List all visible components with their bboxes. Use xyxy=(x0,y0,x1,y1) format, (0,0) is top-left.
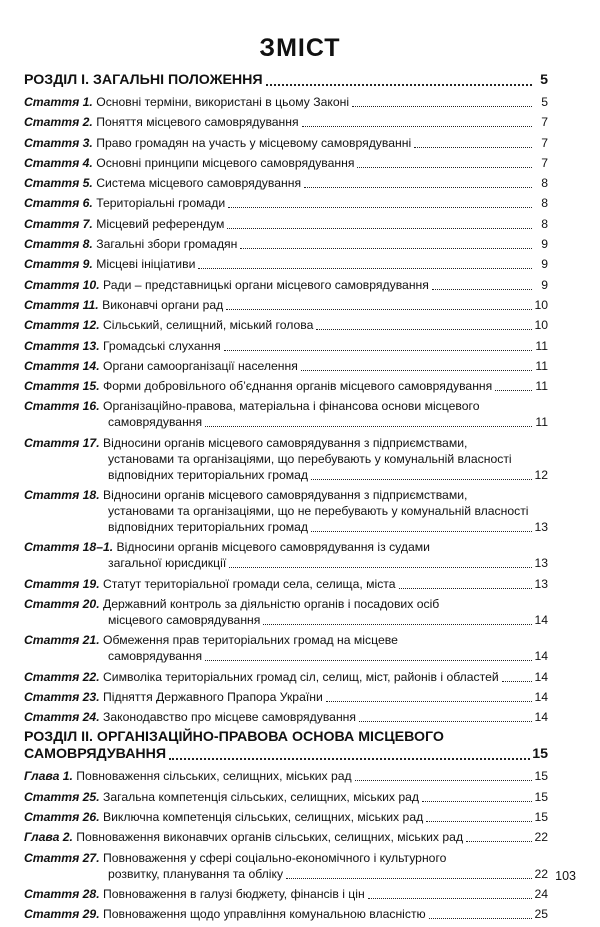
entry-label: Стаття 28. xyxy=(24,886,100,901)
entry-text: Організаційно-правова, матеріальна і фінансова основи місцевого xyxy=(103,399,480,414)
dot-leader xyxy=(399,588,532,589)
toc-entry-article-12 xyxy=(24,317,548,333)
entry-label: Стаття 24. xyxy=(24,710,100,725)
toc-entry-article-20 xyxy=(24,596,548,628)
entry-label: Стаття 1. xyxy=(24,95,93,109)
dot-leader xyxy=(266,84,532,86)
page-ref: 14 xyxy=(534,710,548,725)
entry-text: місцевого самоврядування xyxy=(108,612,261,627)
entry-text: Загальна компетенція сільських, селищних, міських рад xyxy=(103,789,420,804)
entry-text: Форми добровільного об’єднання органів місцевого самоврядування xyxy=(103,379,493,394)
dot-leader xyxy=(359,721,532,722)
section-title: РОЗДІЛ ІІ. ОРГАНІЗАЦІЙНО-ПРАВОВА ОСНОВА МІСЦЕВОГО xyxy=(24,729,444,746)
page-ref: 24 xyxy=(534,886,548,901)
page-ref: 11 xyxy=(535,358,548,373)
dot-leader xyxy=(198,268,532,269)
toc-entry-article-6 xyxy=(24,195,548,211)
entry-text: Виключна компетенція сільських, селищних, міських рад xyxy=(103,810,424,825)
page-ref: 14 xyxy=(534,649,548,664)
page-ref: 13 xyxy=(534,520,548,535)
page-ref: 25 xyxy=(534,907,548,922)
page-ref: 5 xyxy=(540,72,548,88)
toc-entry-chapter-1 xyxy=(24,768,548,784)
page-ref: 5 xyxy=(541,95,548,109)
page-ref: 8 xyxy=(541,196,548,211)
dot-leader xyxy=(286,878,532,879)
dot-leader xyxy=(301,370,532,371)
dot-leader xyxy=(326,701,532,702)
entry-text: самоврядування xyxy=(108,415,203,430)
entry-label: Стаття 26. xyxy=(24,810,100,825)
toc-entry-article-18-1 xyxy=(24,539,548,571)
entry-label: Глава 2. xyxy=(24,830,73,845)
page-ref: 8 xyxy=(541,176,548,191)
entry-text: розвитку, планування та обліку xyxy=(108,866,284,881)
page-title: ЗМІСТ xyxy=(259,34,341,62)
entry-text: Органи самоорганізації населення xyxy=(103,358,298,373)
page-ref: 7 xyxy=(541,115,548,130)
entry-label: Стаття 3. xyxy=(24,135,93,150)
entry-text: Громадські слухання xyxy=(103,338,221,353)
toc-entry-article-23 xyxy=(24,689,548,705)
entry-label: Стаття 23. xyxy=(24,689,100,704)
page-ref: 9 xyxy=(541,257,548,272)
dot-leader xyxy=(414,147,532,148)
entry-text: Основні терміни, використані в цьому Законі xyxy=(96,95,350,109)
dot-leader xyxy=(432,289,532,290)
dot-leader xyxy=(357,167,532,168)
entry-text: Виконавчі органи рад xyxy=(102,297,224,312)
entry-text: Сільський, селищний, міський голова xyxy=(103,318,314,333)
entry-label: Стаття 21. xyxy=(24,633,100,648)
entry-label: Стаття 25. xyxy=(24,789,100,804)
dot-leader xyxy=(227,228,532,229)
entry-label: Стаття 29. xyxy=(24,907,100,922)
page-ref: 10 xyxy=(534,318,548,333)
entry-text: відповідних територіальних громад xyxy=(108,520,309,535)
entry-label: Глава 1. xyxy=(24,769,73,784)
entry-label: Стаття 9. xyxy=(24,257,93,272)
page-number: 103 xyxy=(555,869,576,883)
page-ref: 14 xyxy=(534,689,548,704)
dot-leader xyxy=(429,918,532,919)
entry-text: Повноваження в галузі бюджету, фінансів і цін xyxy=(103,886,365,901)
toc-entry-article-4 xyxy=(24,155,548,171)
entry-label: Стаття 22. xyxy=(24,669,100,684)
entry-text: Повноваження щодо управління комунальною власністю xyxy=(103,907,426,922)
dot-leader xyxy=(226,309,532,310)
page-ref: 14 xyxy=(534,669,548,684)
toc-entry-article-11 xyxy=(24,297,548,313)
dot-leader xyxy=(224,350,532,351)
entry-text: Повноваження виконавчих органів сільських, селищних, міських рад xyxy=(76,830,464,845)
toc-entry-article-1 xyxy=(24,94,548,110)
entry-text: загальної юрисдикції xyxy=(108,556,227,571)
entry-label: Стаття 14. xyxy=(24,358,100,373)
toc-entry-article-17 xyxy=(24,435,548,483)
entry-text: Місцевий референдум xyxy=(96,216,225,231)
dot-leader xyxy=(304,187,532,188)
entry-label: Стаття 16. xyxy=(24,399,100,414)
entry-label: Стаття 17. xyxy=(24,435,100,450)
section-title: САМОВРЯДУВАННЯ xyxy=(24,746,167,763)
entry-label: Стаття 20. xyxy=(24,596,100,611)
entry-text: Обмеження прав територіальних громад на місцеве xyxy=(103,633,398,648)
dot-leader xyxy=(466,841,532,842)
dot-leader xyxy=(228,207,532,208)
entry-text: Повноваження сільських, селищних, міських рад xyxy=(76,769,352,784)
toc-entry-article-14 xyxy=(24,358,548,374)
page-ref: 8 xyxy=(541,216,548,231)
page-ref: 9 xyxy=(541,277,548,292)
dot-leader xyxy=(355,780,532,781)
entry-label: Стаття 4. xyxy=(24,155,93,170)
entry-label: Стаття 2. xyxy=(24,115,93,130)
dot-leader xyxy=(229,567,532,568)
entry-text: Законодавство про місцеве самоврядування xyxy=(103,710,357,725)
entry-text: Місцеві ініціативи xyxy=(96,257,196,272)
dot-leader xyxy=(495,390,532,391)
page-ref: 10 xyxy=(534,297,548,312)
page-ref: 11 xyxy=(535,379,548,394)
entry-label: Стаття 11. xyxy=(24,297,99,312)
page-ref: 11 xyxy=(535,415,548,430)
toc-entry-article-29 xyxy=(24,906,548,922)
entry-label: Стаття 18–1. xyxy=(24,540,114,555)
toc-entry-article-19 xyxy=(24,576,548,592)
toc-entry-article-8 xyxy=(24,236,548,252)
dot-leader xyxy=(169,758,530,760)
entry-label: Стаття 7. xyxy=(24,216,93,231)
entry-label: Стаття 18. xyxy=(24,488,100,503)
entry-label: Стаття 5. xyxy=(24,176,93,191)
dot-leader xyxy=(205,660,532,661)
dot-leader xyxy=(311,479,532,480)
entry-text: установами та організаціями, що не перебувають у комунальній власності xyxy=(108,504,529,519)
entry-label: Стаття 6. xyxy=(24,196,93,211)
page-ref: 22 xyxy=(534,830,548,845)
page-ref: 12 xyxy=(534,467,548,482)
page-ref: 15 xyxy=(534,810,548,825)
entry-text: Поняття місцевого самоврядування xyxy=(96,115,299,130)
toc-section-2 xyxy=(24,729,548,763)
toc-entry-article-25 xyxy=(24,789,548,805)
entry-text: Територіальні громади xyxy=(96,196,226,211)
dot-leader xyxy=(422,801,532,802)
dot-leader xyxy=(426,821,532,822)
toc-entry-article-21 xyxy=(24,632,548,664)
dot-leader xyxy=(240,248,532,249)
toc-entry-article-22 xyxy=(24,669,548,685)
page-ref: 7 xyxy=(541,155,548,170)
page-ref: 15 xyxy=(534,789,548,804)
entry-text: Система місцевого самоврядування xyxy=(96,176,302,191)
page-ref: 11 xyxy=(535,338,548,353)
entry-text: Відносини органів місцевого самоврядування з підприємствами, xyxy=(103,435,468,450)
page-ref: 13 xyxy=(534,556,548,571)
page-ref: 22 xyxy=(534,866,548,881)
page-ref: 15 xyxy=(534,769,548,784)
entry-label: Стаття 12. xyxy=(24,318,100,333)
toc-entry-article-27 xyxy=(24,850,548,882)
dot-leader xyxy=(368,898,532,899)
page-ref: 9 xyxy=(541,237,548,252)
dot-leader xyxy=(316,329,532,330)
entry-label: Стаття 13. xyxy=(24,338,100,353)
table-of-contents xyxy=(24,70,548,927)
page-ref: 7 xyxy=(541,135,548,150)
toc-entry-article-10 xyxy=(24,277,548,293)
entry-text: установами та організаціями, що перебувають у комунальній власності xyxy=(108,451,512,466)
entry-text: Символіка територіальних громад сіл, селищ, міст, районів і областей xyxy=(103,669,499,684)
toc-entry-article-24 xyxy=(24,709,548,725)
toc-entry-article-5 xyxy=(24,175,548,191)
dot-leader xyxy=(502,681,532,682)
section-title: РОЗДІЛ І. ЗАГАЛЬНІ ПОЛОЖЕННЯ xyxy=(24,72,263,88)
toc-entry-article-9 xyxy=(24,256,548,272)
entry-text: Статут територіальної громади села, селища, міста xyxy=(103,576,396,591)
entry-text: Повноваження у сфері соціально-економічного і культурного xyxy=(103,850,447,865)
entry-label: Стаття 10. xyxy=(24,277,100,292)
entry-text: Відносини органів місцевого самоврядування із судами xyxy=(116,540,430,555)
toc-entry-article-18 xyxy=(24,487,548,535)
toc-entry-article-15 xyxy=(24,378,548,394)
toc-entry-article-2 xyxy=(24,114,548,130)
toc-entry-article-7 xyxy=(24,216,548,232)
entry-text: Загальні збори громадян xyxy=(96,237,238,252)
toc-entry-article-26 xyxy=(24,809,548,825)
entry-text: Відносини органів місцевого самоврядування з підприємствами, xyxy=(103,488,468,503)
entry-text: Підняття Державного Прапора України xyxy=(103,689,323,704)
entry-text: Державний контроль за діяльністю органів і посадових осіб xyxy=(103,596,440,611)
toc-entry-article-13 xyxy=(24,338,548,354)
page-ref: 13 xyxy=(534,576,548,591)
dot-leader xyxy=(263,624,532,625)
page-ref: 15 xyxy=(532,746,548,763)
dot-leader xyxy=(205,426,532,427)
toc-entry-article-3 xyxy=(24,135,548,151)
entry-text: Право громадян на участь у місцевому самоврядуванні xyxy=(96,135,412,150)
dot-leader xyxy=(302,126,532,127)
entry-text: Основні принципи місцевого самоврядування xyxy=(96,155,355,170)
page-ref: 14 xyxy=(534,612,548,627)
entry-text: самоврядування xyxy=(108,649,203,664)
entry-label: Стаття 27. xyxy=(24,850,100,865)
toc-entry-article-16 xyxy=(24,398,548,430)
entry-label: Стаття 8. xyxy=(24,237,93,252)
toc-entry-chapter-2 xyxy=(24,829,548,845)
entry-text: відповідних територіальних громад xyxy=(108,467,309,482)
entry-text: Ради – представницькі органи місцевого самоврядування xyxy=(103,277,429,292)
dot-leader xyxy=(311,531,532,532)
entry-label: Стаття 15. xyxy=(24,379,100,394)
entry-label: Стаття 19. xyxy=(24,576,100,591)
dot-leader xyxy=(352,106,532,107)
toc-section-1 xyxy=(24,72,548,89)
